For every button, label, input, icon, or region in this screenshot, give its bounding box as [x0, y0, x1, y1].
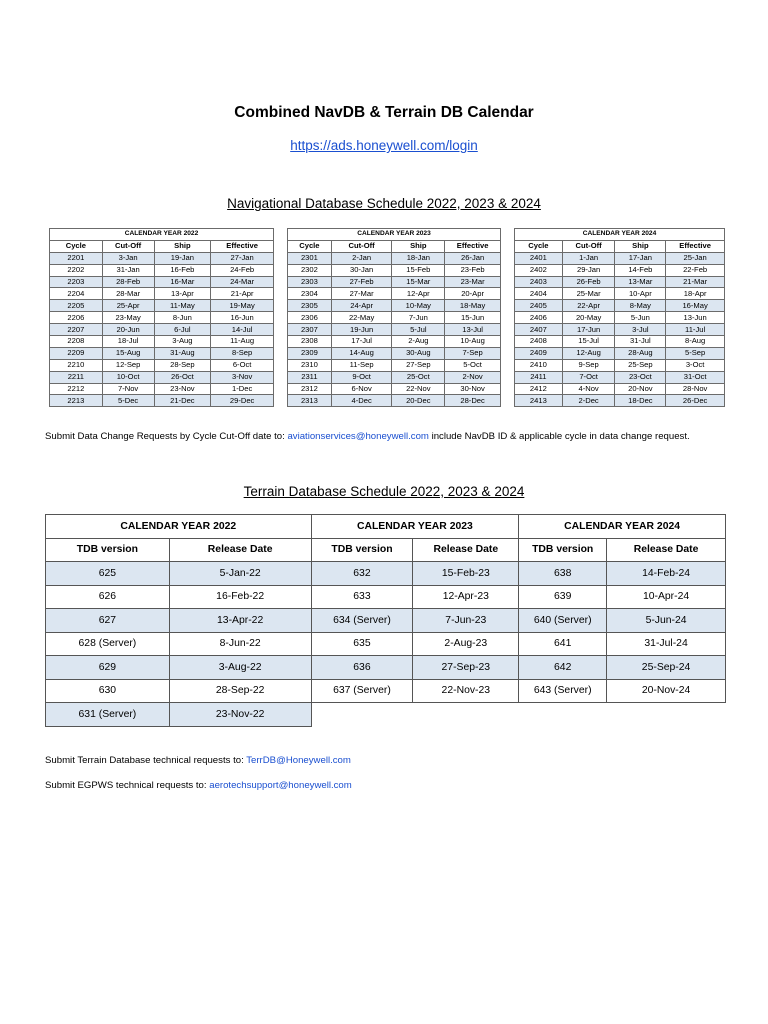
table-cell: 2206 — [50, 312, 103, 324]
table-cell: 22-Nov — [392, 383, 445, 395]
table-cell: 10-Apr-24 — [607, 585, 726, 609]
table-cell: 31-Jan — [102, 264, 154, 276]
table-cell: 2411 — [515, 371, 563, 383]
table-cell: 13-Apr — [154, 288, 211, 300]
table-cell: 14-Feb — [615, 264, 666, 276]
empty-cell — [413, 703, 519, 727]
table-cell: 16-May — [666, 300, 725, 312]
table-cell: 28-Dec — [445, 395, 501, 407]
table-cell: 5-Jul — [392, 324, 445, 336]
table-row — [515, 264, 725, 276]
table-cell: 2402 — [515, 264, 563, 276]
table-cell: 23-Nov-22 — [169, 703, 311, 727]
table-cell: 630 — [46, 679, 170, 703]
table-cell: 642 — [519, 656, 607, 680]
table-row — [515, 288, 725, 300]
table-cell: 17-Jul — [331, 336, 392, 348]
table-row — [288, 252, 501, 264]
table-cell: 635 — [311, 632, 413, 656]
table-cell: 2-Aug-23 — [413, 632, 519, 656]
table-row — [50, 300, 274, 312]
table-cell: 4-Dec — [331, 395, 392, 407]
table-cell: 27-Feb — [331, 276, 392, 288]
table-cell: 2407 — [515, 324, 563, 336]
table-cell: 23-Mar — [445, 276, 501, 288]
table-cell: 2211 — [50, 371, 103, 383]
table-cell: 2207 — [50, 324, 103, 336]
table-cell: 3-Nov — [211, 371, 274, 383]
table-cell: 14-Jul — [211, 324, 274, 336]
table-row — [288, 312, 501, 324]
table-cell: 23-Nov — [154, 383, 211, 395]
table-cell: 2406 — [515, 312, 563, 324]
table-cell: 2409 — [515, 347, 563, 359]
table-row — [50, 312, 274, 324]
table-cell: 25-Apr — [102, 300, 154, 312]
nav-year-caption: CALENDAR YEAR 2024 — [515, 229, 725, 241]
table-cell: 638 — [519, 562, 607, 586]
table-cell: 3-Jan — [102, 252, 154, 264]
table-row — [515, 312, 725, 324]
table-cell: 25-Jan — [666, 252, 725, 264]
table-cell: 10-Aug — [445, 336, 501, 348]
nav-column-header: Cut-Off — [331, 240, 392, 252]
table-row — [288, 371, 501, 383]
table-cell: 24-Mar — [211, 276, 274, 288]
table-cell: 2401 — [515, 252, 563, 264]
table-cell: 626 — [46, 585, 170, 609]
table-cell: 2201 — [50, 252, 103, 264]
nav-schedule-heading: Navigational Database Schedule 2022, 2023 & 2024 — [227, 196, 541, 211]
table-cell: 19-May — [211, 300, 274, 312]
table-cell: 2212 — [50, 383, 103, 395]
nav-column-header: Effective — [666, 240, 725, 252]
table-row — [50, 252, 274, 264]
aerotechsupport-email-link[interactable]: aerotechsupport@honeywell.com — [209, 780, 352, 791]
table-cell: 30-Jan — [331, 264, 392, 276]
table-row — [46, 679, 726, 703]
table-cell: 16-Jun — [211, 312, 274, 324]
nav-schedule-table — [514, 228, 725, 407]
table-cell: 28-Feb — [102, 276, 154, 288]
table-cell: 7-Nov — [102, 383, 154, 395]
table-cell: 625 — [46, 562, 170, 586]
table-row — [50, 347, 274, 359]
table-cell: 10-Apr — [615, 288, 666, 300]
nav-year-caption: CALENDAR YEAR 2022 — [50, 229, 274, 241]
table-row — [288, 276, 501, 288]
table-cell: 15-Aug — [102, 347, 154, 359]
nav-schedule-table — [287, 228, 501, 407]
table-cell: 1-Dec — [211, 383, 274, 395]
table-cell: 2404 — [515, 288, 563, 300]
table-cell: 16-Feb — [154, 264, 211, 276]
table-cell: 18-Apr — [666, 288, 725, 300]
table-cell: 640 (Server) — [519, 609, 607, 633]
table-cell: 5-Oct — [445, 359, 501, 371]
empty-cell — [311, 703, 413, 727]
table-cell: 25-Oct — [392, 371, 445, 383]
page-title: Combined NavDB & Terrain DB Calendar — [234, 104, 534, 121]
table-cell: 2310 — [288, 359, 332, 371]
table-cell: 13-Mar — [615, 276, 666, 288]
table-cell: 29-Jan — [562, 264, 615, 276]
table-cell: 22-Feb — [666, 264, 725, 276]
table-cell: 8-Jun-22 — [169, 632, 311, 656]
table-cell: 2-Nov — [445, 371, 501, 383]
table-row — [50, 288, 274, 300]
table-cell: 2209 — [50, 347, 103, 359]
table-cell: 2303 — [288, 276, 332, 288]
nav-column-header: Cut-Off — [562, 240, 615, 252]
table-cell: 3-Aug-22 — [169, 656, 311, 680]
table-cell: 24-Feb — [211, 264, 274, 276]
table-cell: 2410 — [515, 359, 563, 371]
table-cell: 10-May — [392, 300, 445, 312]
data-change-note-prefix: Submit Data Change Requests by Cycle Cut-Off date to: — [45, 431, 288, 442]
table-cell: 8-Aug — [666, 336, 725, 348]
table-cell: 19-Jun — [331, 324, 392, 336]
table-cell: 2202 — [50, 264, 103, 276]
table-row — [515, 359, 725, 371]
table-row — [515, 371, 725, 383]
table-cell: 31-Oct — [666, 371, 725, 383]
table-row — [288, 395, 501, 407]
nav-year-caption: CALENDAR YEAR 2023 — [288, 229, 501, 241]
table-cell: 2305 — [288, 300, 332, 312]
table-cell: 2203 — [50, 276, 103, 288]
table-cell: 3-Aug — [154, 336, 211, 348]
table-cell: 28-Sep — [154, 359, 211, 371]
table-cell: 30-Aug — [392, 347, 445, 359]
table-cell: 628 (Server) — [46, 632, 170, 656]
table-row — [515, 383, 725, 395]
table-cell: 29-Dec — [211, 395, 274, 407]
table-cell: 25-Sep-24 — [607, 656, 726, 680]
table-row — [515, 395, 725, 407]
release-date-header: Release Date — [607, 538, 726, 562]
table-cell: 26-Dec — [666, 395, 725, 407]
table-cell: 18-Jul — [102, 336, 154, 348]
table-cell: 6-Nov — [331, 383, 392, 395]
table-cell: 17-Jan — [615, 252, 666, 264]
table-cell: 21-Dec — [154, 395, 211, 407]
table-cell: 2306 — [288, 312, 332, 324]
table-cell: 15-Feb-23 — [413, 562, 519, 586]
table-cell: 5-Jun-24 — [607, 609, 726, 633]
table-cell: 28-Sep-22 — [169, 679, 311, 703]
table-cell: 18-May — [445, 300, 501, 312]
table-cell: 13-Jul — [445, 324, 501, 336]
table-cell: 2405 — [515, 300, 563, 312]
data-change-note-suffix: include NavDB ID & applicable cycle in data change request. — [428, 431, 690, 442]
table-cell: 23-Feb — [445, 264, 501, 276]
table-cell: 7-Jun — [392, 312, 445, 324]
table-row — [50, 324, 274, 336]
table-cell: 25-Sep — [615, 359, 666, 371]
table-cell: 627 — [46, 609, 170, 633]
table-cell: 2213 — [50, 395, 103, 407]
empty-cell — [519, 703, 607, 727]
table-cell: 3-Oct — [666, 359, 725, 371]
table-cell: 636 — [311, 656, 413, 680]
table-cell: 8-Sep — [211, 347, 274, 359]
table-row — [50, 359, 274, 371]
table-cell: 4-Nov — [562, 383, 615, 395]
table-cell: 21-Apr — [211, 288, 274, 300]
table-cell: 2204 — [50, 288, 103, 300]
table-row — [50, 276, 274, 288]
terrain-year-header: CALENDAR YEAR 2023 — [311, 515, 519, 539]
table-cell: 12-Aug — [562, 347, 615, 359]
nav-column-header: Effective — [445, 240, 501, 252]
table-cell: 22-May — [331, 312, 392, 324]
table-cell: 11-Sep — [331, 359, 392, 371]
table-cell: 11-Jul — [666, 324, 725, 336]
table-cell: 20-Jun — [102, 324, 154, 336]
table-cell: 2307 — [288, 324, 332, 336]
table-cell: 5-Jun — [615, 312, 666, 324]
login-link[interactable]: https://ads.honeywell.com/login — [290, 138, 478, 153]
table-cell: 28-Aug — [615, 347, 666, 359]
table-cell: 7-Oct — [562, 371, 615, 383]
table-row — [288, 359, 501, 371]
nav-column-header: Cycle — [515, 240, 563, 252]
nav-column-header: Cycle — [288, 240, 332, 252]
table-cell: 20-Dec — [392, 395, 445, 407]
terrain-schedule-heading: Terrain Database Schedule 2022, 2023 & 2024 — [243, 484, 525, 499]
terrain-year-header: CALENDAR YEAR 2024 — [519, 515, 726, 539]
table-cell: 5-Jan-22 — [169, 562, 311, 586]
table-cell: 18-Jan — [392, 252, 445, 264]
empty-cell — [607, 703, 726, 727]
table-cell: 2309 — [288, 347, 332, 359]
table-row — [46, 609, 726, 633]
table-row — [50, 395, 274, 407]
table-row — [46, 585, 726, 609]
table-cell: 2313 — [288, 395, 332, 407]
table-cell: 6-Jul — [154, 324, 211, 336]
table-row — [50, 336, 274, 348]
table-cell: 13-Jun — [666, 312, 725, 324]
table-row — [288, 300, 501, 312]
table-row — [515, 252, 725, 264]
release-date-header: Release Date — [413, 538, 519, 562]
table-cell: 2312 — [288, 383, 332, 395]
table-cell: 22-Nov-23 — [413, 679, 519, 703]
table-cell: 2311 — [288, 371, 332, 383]
table-cell: 8-Jun — [154, 312, 211, 324]
table-cell: 634 (Server) — [311, 609, 413, 633]
table-cell: 25-Mar — [562, 288, 615, 300]
table-cell: 12-Apr-23 — [413, 585, 519, 609]
table-row — [50, 371, 274, 383]
table-cell: 10-Oct — [102, 371, 154, 383]
table-cell: 15-Feb — [392, 264, 445, 276]
tdb-version-header: TDB version — [519, 538, 607, 562]
table-row — [515, 276, 725, 288]
table-cell: 7-Jun-23 — [413, 609, 519, 633]
table-cell: 20-May — [562, 312, 615, 324]
table-cell: 11-Aug — [211, 336, 274, 348]
terrain-request-prefix: Submit Terrain Database technical requests to: — [45, 755, 247, 766]
table-cell: 28-Nov — [666, 383, 725, 395]
table-cell: 2403 — [515, 276, 563, 288]
table-cell: 633 — [311, 585, 413, 609]
table-row — [515, 336, 725, 348]
table-cell: 9-Oct — [331, 371, 392, 383]
table-cell: 643 (Server) — [519, 679, 607, 703]
nav-column-header: Ship — [154, 240, 211, 252]
table-cell: 27-Sep-23 — [413, 656, 519, 680]
table-cell: 15-Mar — [392, 276, 445, 288]
table-cell: 7-Sep — [445, 347, 501, 359]
table-row — [46, 632, 726, 656]
aviationservices-email-link[interactable]: aviationservices@honeywell.com — [287, 431, 429, 442]
table-cell: 2302 — [288, 264, 332, 276]
table-row — [515, 324, 725, 336]
table-cell: 31-Jul — [615, 336, 666, 348]
table-cell: 22-Apr — [562, 300, 615, 312]
table-cell: 632 — [311, 562, 413, 586]
table-row — [288, 288, 501, 300]
table-cell: 20-Nov — [615, 383, 666, 395]
table-row — [46, 562, 726, 586]
table-cell: 15-Jul — [562, 336, 615, 348]
table-cell: 17-Jun — [562, 324, 615, 336]
data-change-note — [45, 431, 690, 442]
table-cell: 639 — [519, 585, 607, 609]
table-cell: 11-May — [154, 300, 211, 312]
table-cell: 16-Feb-22 — [169, 585, 311, 609]
table-cell: 31-Jul-24 — [607, 632, 726, 656]
table-cell: 2308 — [288, 336, 332, 348]
table-cell: 20-Apr — [445, 288, 501, 300]
table-cell: 26-Feb — [562, 276, 615, 288]
nav-column-header: Effective — [211, 240, 274, 252]
table-cell: 20-Nov-24 — [607, 679, 726, 703]
table-cell: 2413 — [515, 395, 563, 407]
table-cell: 26-Oct — [154, 371, 211, 383]
table-cell: 2-Dec — [562, 395, 615, 407]
table-row — [288, 324, 501, 336]
table-cell: 19-Jan — [154, 252, 211, 264]
table-cell: 27-Jan — [211, 252, 274, 264]
nav-column-header: Ship — [392, 240, 445, 252]
table-cell: 641 — [519, 632, 607, 656]
table-cell: 6-Oct — [211, 359, 274, 371]
table-row — [515, 300, 725, 312]
table-cell: 2304 — [288, 288, 332, 300]
egpws-request-note — [45, 780, 352, 791]
table-cell: 28-Mar — [102, 288, 154, 300]
table-cell: 2208 — [50, 336, 103, 348]
terrdb-email-link[interactable]: TerrDB@Honeywell.com — [246, 755, 351, 766]
table-row — [46, 703, 726, 727]
table-cell: 26-Jan — [445, 252, 501, 264]
table-row — [46, 656, 726, 680]
tdb-version-header: TDB version — [311, 538, 413, 562]
nav-column-header: Ship — [615, 240, 666, 252]
table-cell: 21-Mar — [666, 276, 725, 288]
table-cell: 3-Jul — [615, 324, 666, 336]
nav-column-header: Cut-Off — [102, 240, 154, 252]
nav-column-header: Cycle — [50, 240, 103, 252]
table-cell: 16-Mar — [154, 276, 211, 288]
table-cell: 1-Jan — [562, 252, 615, 264]
table-cell: 2210 — [50, 359, 103, 371]
table-cell: 30-Nov — [445, 383, 501, 395]
nav-schedule-table — [49, 228, 274, 407]
table-cell: 629 — [46, 656, 170, 680]
table-cell: 12-Sep — [102, 359, 154, 371]
table-cell: 12-Apr — [392, 288, 445, 300]
terrain-request-note — [45, 755, 351, 766]
table-cell: 14-Feb-24 — [607, 562, 726, 586]
table-row — [515, 347, 725, 359]
table-cell: 15-Jun — [445, 312, 501, 324]
table-cell: 2408 — [515, 336, 563, 348]
table-cell: 23-Oct — [615, 371, 666, 383]
table-cell: 2-Jan — [331, 252, 392, 264]
release-date-header: Release Date — [169, 538, 311, 562]
table-cell: 2205 — [50, 300, 103, 312]
terrain-year-header: CALENDAR YEAR 2022 — [46, 515, 312, 539]
table-cell: 18-Dec — [615, 395, 666, 407]
tdb-version-header: TDB version — [46, 538, 170, 562]
terrain-schedule-table — [45, 514, 726, 727]
table-cell: 5-Dec — [102, 395, 154, 407]
table-row — [50, 383, 274, 395]
egpws-request-prefix: Submit EGPWS technical requests to: — [45, 780, 210, 791]
table-row — [288, 347, 501, 359]
table-cell: 23-May — [102, 312, 154, 324]
table-cell: 5-Sep — [666, 347, 725, 359]
table-cell: 31-Aug — [154, 347, 211, 359]
table-cell: 27-Mar — [331, 288, 392, 300]
table-cell: 637 (Server) — [311, 679, 413, 703]
table-row — [288, 383, 501, 395]
table-cell: 2301 — [288, 252, 332, 264]
table-cell: 8-May — [615, 300, 666, 312]
table-cell: 13-Apr-22 — [169, 609, 311, 633]
table-cell: 27-Sep — [392, 359, 445, 371]
table-cell: 631 (Server) — [46, 703, 170, 727]
table-cell: 2-Aug — [392, 336, 445, 348]
table-row — [50, 264, 274, 276]
table-row — [288, 264, 501, 276]
table-row — [288, 336, 501, 348]
table-cell: 9-Sep — [562, 359, 615, 371]
table-cell: 14-Aug — [331, 347, 392, 359]
table-cell: 2412 — [515, 383, 563, 395]
table-cell: 24-Apr — [331, 300, 392, 312]
